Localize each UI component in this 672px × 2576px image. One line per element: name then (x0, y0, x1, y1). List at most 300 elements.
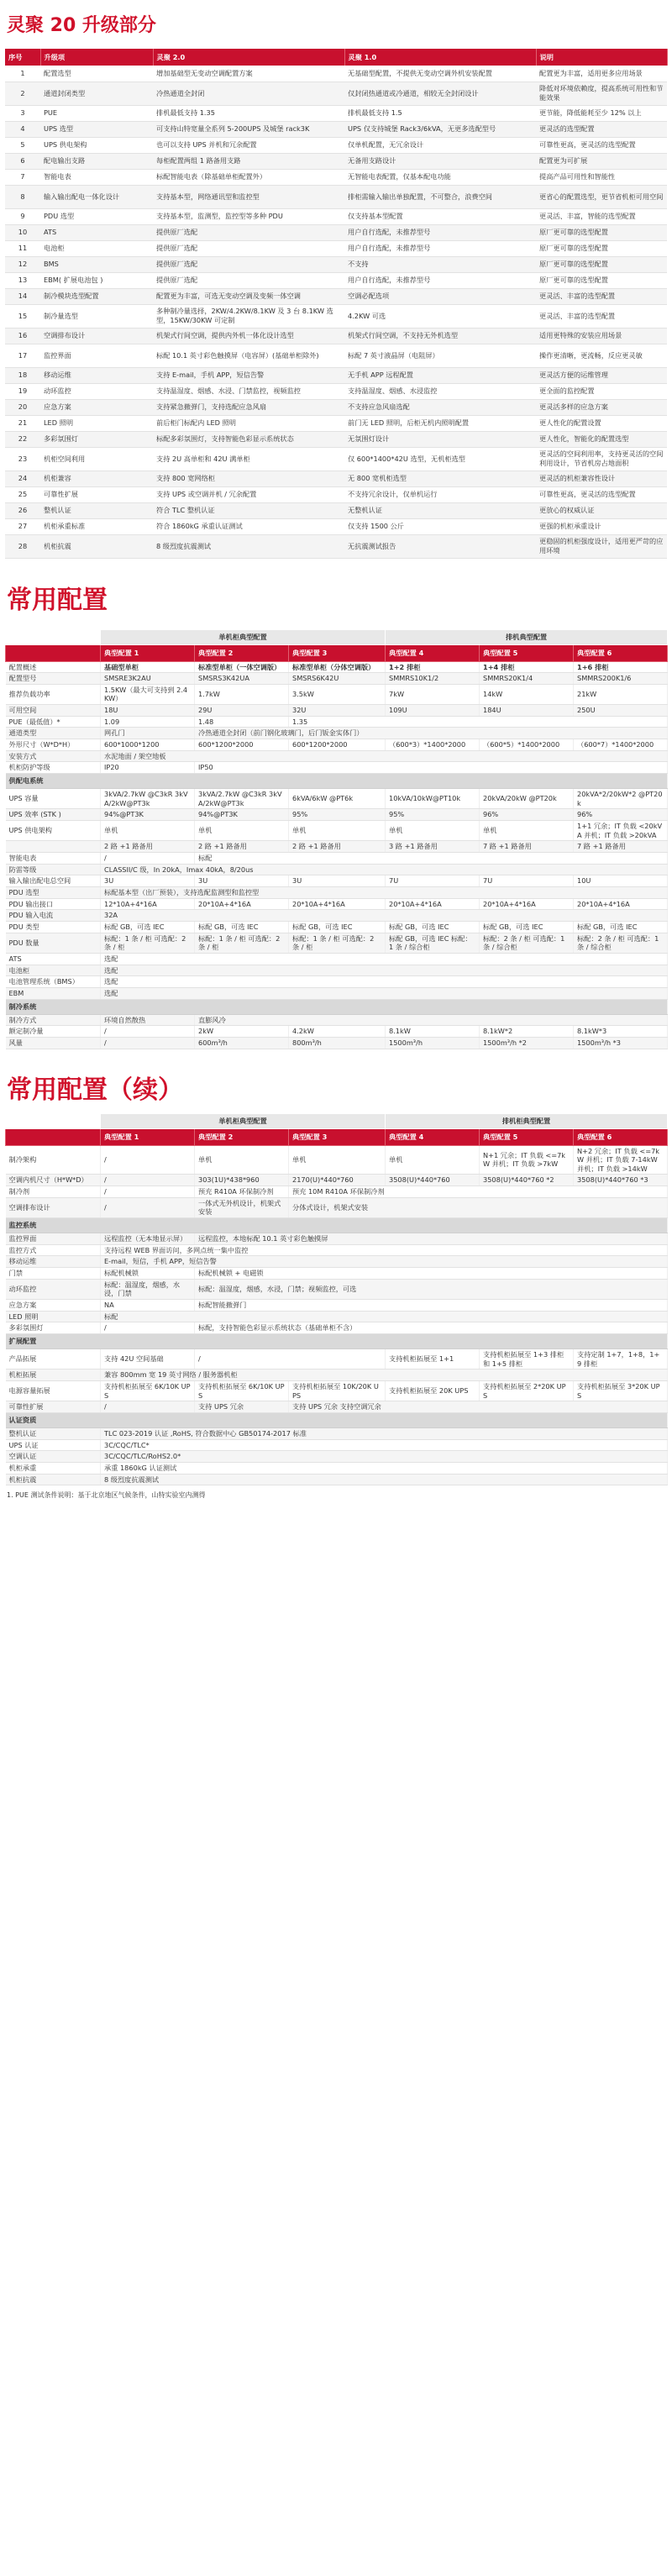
upgrade-cell: 原厂更可靠的选型配置 (536, 240, 667, 256)
config-group-row (6, 629, 668, 644)
config-cont-cell: N+1 冗余；IT 负载 <=7kW 并机；IT 负载 >7kW (480, 1145, 574, 1175)
upgrade-cell: 无整机认证 (344, 502, 536, 518)
config-cont-row (6, 1145, 668, 1175)
config-cont-cell: / (101, 1186, 195, 1198)
config-row (6, 933, 668, 953)
config-row-label: PDU 输入电流 (6, 910, 101, 922)
upgrade-cell: 排机最低支持 1.35 (153, 105, 344, 121)
upgrade-cell: 每柜配置两组 1 路备用支路 (153, 153, 344, 169)
config-cell: 标准型单柜（一体空调版） (195, 661, 289, 673)
config-cont-section-label: 认证资质 (6, 1412, 668, 1427)
config-header-cell: 典型配置 5 (480, 644, 574, 661)
config-row (6, 739, 668, 751)
upgrade-cell: 更人性化，智能化的配置选型 (536, 431, 667, 447)
config-header-cell: 典型配置 3 (289, 644, 386, 661)
upgrade-cell: 支持 2U 高单柜和 42U 满单柜 (153, 447, 344, 471)
upgrade-cell: 标配多彩氛围灯，支持智能色彩显示系统状态 (153, 431, 344, 447)
config-cell: 96% (574, 809, 668, 821)
upgrade-row (5, 169, 667, 185)
config-cont-cell: NA (101, 1300, 195, 1312)
config-row-label: UPS 容量 (6, 789, 101, 809)
config-row (6, 1037, 668, 1049)
config-cell: 184U (480, 705, 574, 717)
upgrade-cell: 机柜抗震 (40, 534, 153, 558)
config-cont-row (6, 1186, 668, 1198)
config-cell: 环境自然散热 (101, 1014, 195, 1026)
upgrade-cell: 无备用支路设计 (344, 153, 536, 169)
config-row (6, 728, 668, 739)
upgrade-row (5, 105, 667, 121)
config-cell: 标配：2 条 / 柜 可选配：1 条 / 综合柜 (480, 933, 574, 953)
config-section-row (6, 999, 668, 1014)
upgrade-cell: 标配 7 英寸液晶屏（电阻屏） (344, 344, 536, 367)
config-cell: 7 路 +1 路备用 (480, 841, 574, 853)
config-cont-row (6, 1380, 668, 1401)
config-cell: 7U (386, 875, 480, 887)
upgrade-cell: 空调必配选项 (344, 288, 536, 304)
upgrade-cell: 14 (5, 288, 40, 304)
upgrade-cell: 前门无 LED 照明，后柜无机内照明配置 (344, 415, 536, 431)
config-cont-row (6, 1369, 668, 1381)
config-cell: 20*10A+4*16A (574, 898, 668, 910)
upgrade-cell: 仅封闭热通道或冷通道，相较无全封闭设计 (344, 81, 536, 105)
config-cell: 32U (289, 705, 386, 717)
config-row-label: PUE（最低值）* (6, 716, 101, 728)
config-row (6, 716, 668, 728)
config-cont-row (6, 1197, 668, 1217)
config-cell: 水泥地面 / 架空地板 (101, 750, 668, 762)
config-row-label: 可用空间 (6, 705, 101, 717)
config-cont-cell: 兼容 800mm 宽 19 英寸网络 / 服务器机柜 (101, 1369, 668, 1381)
config-cont-row-label: 制冷剂 (6, 1186, 101, 1198)
config-row (6, 864, 668, 875)
config-cont-row-label: 整机认证 (6, 1427, 101, 1439)
config-cell: 2 路 +1 路备用 (101, 841, 195, 853)
config-row-label: 智能电表 (6, 853, 101, 865)
upgrade-cell: 支持紧急撤弹门，支持选配应急风扇 (153, 399, 344, 415)
upgrade-cell: 机柜承重标准 (40, 518, 153, 534)
upgrade-cell: 可靠性更高，更灵活的选型配置 (536, 486, 667, 502)
upgrade-row (5, 471, 667, 486)
upgrade-cell: 空调排布设计 (40, 328, 153, 344)
config-cell: 标配基本型（出厂预装），支持选配监测型和监控型 (101, 886, 668, 898)
config-cell: 3kVA/2.7kW @C3kR 3kVA/2kW@PT3k (101, 789, 195, 809)
config-row (6, 789, 668, 809)
upgrade-row (5, 534, 667, 558)
upgrade-cell: 仅单机配置，无冗余设计 (344, 137, 536, 153)
config-cont-section-row (6, 1412, 668, 1427)
config-cell: 96% (480, 809, 574, 821)
config-cont-row-label: 机柜承重 (6, 1462, 101, 1474)
upgrade-cell: UPS 供电架构 (40, 137, 153, 153)
config-cell: 10U (574, 875, 668, 887)
config-cell: 基础型单柜 (101, 661, 195, 673)
upgrade-cell: 更灵活的选型配置 (536, 121, 667, 137)
config-cont-header-row (6, 1128, 668, 1145)
upgrade-cell: 配置选型 (40, 66, 153, 81)
config-cont-row (6, 1311, 668, 1322)
config-cont-row (6, 1462, 668, 1474)
config-cont-table-body (6, 1145, 668, 1485)
upgrade-cell: PUE (40, 105, 153, 121)
config-row-label: 输入输出配电总空间 (6, 875, 101, 887)
upgrade-cell: ATS (40, 224, 153, 240)
config-cont-row (6, 1439, 668, 1451)
upgrade-cell: 无智能电表配置，仅基本配电功能 (344, 169, 536, 185)
upgrade-cell: 11 (5, 240, 40, 256)
config-group-spacer (6, 629, 101, 644)
config-cont-cell: 标配，支持智能色彩显示系统状态（基础单柜不含） (195, 1322, 668, 1334)
upgrade-cell: 更稳固的机柜强度设计，适用更严苛的应用环境 (536, 534, 667, 558)
config-row (6, 898, 668, 910)
config-cont-cell: 分体式设计，机架式安装 (289, 1197, 668, 1217)
config-cell: SMMRS200K1/6 (574, 673, 668, 685)
config-cont-cell: N+2 冗余；IT 负载 <=7kW 并机；IT 负载 7-14kW 并机；IT 负载 >14kW (574, 1145, 668, 1175)
config-row-label: 通道类型 (6, 728, 101, 739)
upgrade-cell: 更灵活的机柜兼容性设计 (536, 471, 667, 486)
config-cell: 标配 GB，可选 IEC (101, 921, 195, 933)
config-row (6, 673, 668, 685)
upgrade-cell: 17 (5, 344, 40, 367)
config-row-label: 安装方式 (6, 750, 101, 762)
upgrade-header-cell: 灵聚 1.0 (344, 49, 536, 66)
config-row (6, 965, 668, 976)
config-cont-cell: 支持 UPS 冗余 (195, 1401, 289, 1413)
upgrade-cell: 仅支持 1500 公斤 (344, 518, 536, 534)
config-cell: 单机 (289, 821, 386, 841)
config-cell: 标配 GB，可选 IEC (386, 921, 480, 933)
upgrade-cell: 19 (5, 383, 40, 399)
config-table (5, 629, 668, 1049)
config-cont-header-cell: 典型配置 6 (574, 1128, 668, 1145)
upgrade-header-cell: 序号 (5, 49, 40, 66)
config-cell: 2 路 +1 路备用 (289, 841, 386, 853)
config-cell: 32A (101, 910, 668, 922)
config-cont-cell: 3508(U)*440*760 (386, 1175, 480, 1186)
config-cont-header-cell: 典型配置 1 (101, 1128, 195, 1145)
config-cell: 1+4 排柜 (480, 661, 574, 673)
upgrade-cell: 提供原厂选配 (153, 224, 344, 240)
config-row-label: 防雷等级 (6, 864, 101, 875)
upgrade-row (5, 66, 667, 81)
upgrade-cell: 适用更特殊的安装应用场景 (536, 328, 667, 344)
config-cont-row-label: 空调排布设计 (6, 1197, 101, 1217)
config-cont-cell: 支持机柜拓展至 1+1 (386, 1349, 480, 1369)
config-row-label: 制冷方式 (6, 1014, 101, 1026)
config-cont-cell: 支持 42U 空间基础 (101, 1349, 195, 1369)
config-cont-cell: E-mail，短信，手机 APP，短信告警 (101, 1256, 668, 1268)
upgrade-cell: 用户自行选配，未推荐型号 (344, 240, 536, 256)
config-cell: 3 路 +1 路备用 (386, 841, 480, 853)
upgrade-cell: 13 (5, 272, 40, 288)
config-row-label: 电池柜 (6, 965, 101, 976)
config-cont-header-cell: 典型配置 2 (195, 1128, 289, 1145)
config-row-label (6, 841, 101, 853)
config-row-label: UPS 效率 (STK ) (6, 809, 101, 821)
config-cell: 3kVA/2.7kW @C3kR 3kVA/2kW@PT3k (195, 789, 289, 809)
config-cont-cell: 单机 (289, 1145, 386, 1175)
config-header-spacer (6, 644, 101, 661)
config-row (6, 886, 668, 898)
config-cell: 标配 GB，可选 IEC (574, 921, 668, 933)
upgrade-cell: 支持温湿度、烟感、水浸监控 (344, 383, 536, 399)
config-cont-row (6, 1268, 668, 1280)
config-cell: 1.35 (289, 716, 668, 728)
config-cont-cell: 单机 (195, 1145, 289, 1175)
config-cell: 7U (480, 875, 574, 887)
config-cell: 20*10A+4*16A (386, 898, 480, 910)
upgrade-cell: 7 (5, 169, 40, 185)
config-cell: 10kVA/10kW@PT10k (386, 789, 480, 809)
config-cell: 1.48 (195, 716, 289, 728)
config-cell: 20kVA/20kW @PT20k (480, 789, 574, 809)
upgrade-cell: 整机认证 (40, 502, 153, 518)
config-cell: 1500m³/h (386, 1037, 480, 1049)
config-section-label: 供配电系统 (6, 774, 668, 789)
config-cont-header-cell: 典型配置 5 (480, 1128, 574, 1145)
upgrade-cell: 符合 TLC 整机认证 (153, 502, 344, 518)
config-cell: 选配 (101, 965, 668, 976)
config-cell: SMSRS3K42UA (195, 673, 289, 685)
upgrade-cell: 8 (5, 185, 40, 208)
config-cell: 1+2 排柜 (386, 661, 480, 673)
config-cont-cell: / (101, 1401, 195, 1413)
upgrade-cell: 排柜需输入输出单独配置，不可整合，浪费空间 (344, 185, 536, 208)
config-row (6, 1026, 668, 1038)
upgrade-cell: PDU 选型 (40, 208, 153, 224)
config-cont-cell: 标配机械锁 (101, 1268, 195, 1280)
upgrade-row (5, 240, 667, 256)
config-row (6, 853, 668, 865)
config-cont-group-single: 单机柜典型配置 (101, 1113, 386, 1128)
config-cont-row (6, 1256, 668, 1268)
config-cont-header-cell: 典型配置 3 (289, 1128, 386, 1145)
config-cell: 12*10A+4*16A (101, 898, 195, 910)
upgrade-cell: 21 (5, 415, 40, 431)
upgrade-row (5, 81, 667, 105)
upgrade-cell: 制冷模块选型配置 (40, 288, 153, 304)
upgrade-row (5, 383, 667, 399)
config-cell: 600*1000*1200 (101, 739, 195, 751)
upgrade-cell: 10 (5, 224, 40, 240)
upgrade-cell: 无手机 APP 远程配置 (344, 367, 536, 383)
upgrade-cell: 更放心的权威认证 (536, 502, 667, 518)
upgrade-header-row (5, 49, 667, 66)
upgrade-cell: 提供原厂选配 (153, 256, 344, 272)
upgrade-cell: 多种制冷量选择，2KW/4.2KW/8.1KW 及 3 台 8.1KW 选型，15KW/30KW 可定制 (153, 304, 344, 328)
config-cell: 冷热通道全封闭（前门钢化玻璃门，后门钣金实体门） (195, 728, 668, 739)
config-cont-cell: 标配 (101, 1311, 668, 1322)
config-cell: 标准型单柜（分体空调版） (289, 661, 386, 673)
config-cell: CLASSII/C 级，In 20kA，Imax 40kA，8/20us (101, 864, 668, 875)
config-cell: 20kVA*2/20kW*2 @PT20k (574, 789, 668, 809)
upgrade-cell: 2 (5, 81, 40, 105)
config-cont-cell: 303(1U)*438*960 (195, 1175, 289, 1186)
config-cell: （600*5）*1400*2000 (480, 739, 574, 751)
upgrade-cell: 应急方案 (40, 399, 153, 415)
config-cont-cell: 支持机柜拓展至 3*20K UPS (574, 1380, 668, 1401)
config-cell: 单机 (480, 821, 574, 841)
config-cont-cell: / (101, 1322, 195, 1334)
upgrade-cell: 更节能，降低能耗至少 12% 以上 (536, 105, 667, 121)
config-cell: 600m³/h (195, 1037, 289, 1049)
upgrade-cell: 标配智能电表（除基础单柜配置外） (153, 169, 344, 185)
upgrade-cell: 智能电表 (40, 169, 153, 185)
config-group-single: 单机柜典型配置 (101, 629, 386, 644)
upgrade-row (5, 304, 667, 328)
config-cell: 109U (386, 705, 480, 717)
config-row-label: PDU 选型 (6, 886, 101, 898)
upgrade-cell: 仅 600*1400*42U 选型，无机柜选型 (344, 447, 536, 471)
config-cont-cell: 标配：温湿度，烟感，水浸，门禁；视频监控，可选 (195, 1279, 668, 1299)
config-cell: 800m³/h (289, 1037, 386, 1049)
upgrade-cell: 制冷量选型 (40, 304, 153, 328)
config-header-cell: 典型配置 2 (195, 644, 289, 661)
upgrade-row (5, 185, 667, 208)
upgrade-row (5, 486, 667, 502)
upgrade-cell: 电池柜 (40, 240, 153, 256)
upgrade-cell: 输入输出配电一体化设计 (40, 185, 153, 208)
upgrade-table (5, 49, 668, 559)
config-cell: 单机 (195, 821, 289, 841)
config-cont-cell: 3C/CQC/TLC/RoHS2.0* (101, 1451, 668, 1463)
config-cell: SMSRS6K42U (289, 673, 386, 685)
upgrade-row (5, 121, 667, 137)
config-cont-title: 常用配置（续） (7, 1075, 183, 1105)
config-cont-row-label: 监控界面 (6, 1233, 101, 1245)
config-cont-cell: 支持机柜拓展至 10K/20K UPS (289, 1380, 386, 1401)
config-cont-table (5, 1113, 668, 1486)
upgrade-cell: 可靠性扩展 (40, 486, 153, 502)
config-cell: SMMRS10K1/2 (386, 673, 480, 685)
config-cell: 单机 (101, 821, 195, 841)
config-cont-cell: 支持机柜拓展至 1+3 排柜和 1+5 排柜 (480, 1349, 574, 1369)
config-cell: 3U (101, 875, 195, 887)
upgrade-cell: 4.2KW 可选 (344, 304, 536, 328)
config-cell: 4.2kW (289, 1026, 386, 1038)
upgrade-cell: 28 (5, 534, 40, 558)
config-cont-cell: 支持机柜拓展至 20K UPS (386, 1380, 480, 1401)
upgrade-cell: 支持基本型，网络通讯型和监控型 (153, 185, 344, 208)
config-cell: 选配 (101, 976, 668, 988)
config-cell: 250U (574, 705, 668, 717)
config-cont-group-row (6, 1113, 668, 1128)
config-cont-cell: 3C/CQC/TLC* (101, 1439, 668, 1451)
upgrade-cell: 机柜空间利用 (40, 447, 153, 471)
upgrade-row (5, 399, 667, 415)
upgrade-cell: LED 照明 (40, 415, 153, 431)
config-cell: 20*10A+4*16A (195, 898, 289, 910)
config-cont-cell: 3508(U)*440*760 *3 (574, 1175, 668, 1186)
config-row-label: ATS (6, 953, 101, 965)
config-row (6, 809, 668, 821)
config-cont-row-label: 可靠性扩展 (6, 1401, 101, 1413)
config-row (6, 910, 668, 922)
footnote: 1. PUE 测试条件说明：基于北京地区气候条件，山特实验室内测得 (7, 1491, 206, 1500)
config-cell: 8.1kW*2 (480, 1026, 574, 1038)
upgrade-cell: BMS (40, 256, 153, 272)
config-cont-cell: 支持定制 1+7，1+8，1+9 排柜 (574, 1349, 668, 1369)
config-cell: 标配：1 条 / 柜 可选配：2 条 / 柜 (101, 933, 195, 953)
upgrade-cell: 可靠性更高，更灵活的选型配置 (536, 137, 667, 153)
upgrade-row (5, 431, 667, 447)
config-row-label: 配置概述 (6, 661, 101, 673)
config-cont-row-label: 机柜抗震 (6, 1474, 101, 1485)
config-cont-cell: 标配：温湿度，烟感，水浸，门禁 (101, 1279, 195, 1299)
config-cont-row-label: 电源容量拓展 (6, 1380, 101, 1401)
upgrade-cell: 冷热通道全封闭 (153, 81, 344, 105)
config-cell: 8.1kW (386, 1026, 480, 1038)
upgrade-row (5, 272, 667, 288)
config-cell: 选配 (101, 953, 668, 965)
config-cont-cell: TLC 023-2019 认证 ,RoHS, 符合数据中心 GB50174-2017 标准 (101, 1427, 668, 1439)
config-row-label: PDU 类型 (6, 921, 101, 933)
config-title: 常用配置 (7, 585, 108, 615)
config-cont-row-label: UPS 认证 (6, 1439, 101, 1451)
upgrade-cell: 支持温湿度、烟感、水浸、门禁监控，视频监控 (153, 383, 344, 399)
config-cell: IP50 (195, 762, 668, 774)
config-cell: 7 路 +1 路备用 (574, 841, 668, 853)
config-cont-section-row (6, 1218, 668, 1233)
upgrade-row (5, 328, 667, 344)
config-row-label: EBM (6, 987, 101, 999)
upgrade-cell: 多彩氛围灯 (40, 431, 153, 447)
upgrade-cell: UPS 仅支持城堡 Rack3/6kVA，无更多选配型号 (344, 121, 536, 137)
config-cont-group-multi: 排机柜典型配置 (386, 1113, 668, 1128)
upgrade-cell: 机架式行间空调，不支持无外机选型 (344, 328, 536, 344)
upgrade-cell: 用户自行选配，未推荐型号 (344, 224, 536, 240)
config-cont-row (6, 1451, 668, 1463)
config-cont-cell: 预充 10M R410A 环保制冷剂 (289, 1186, 668, 1198)
config-row (6, 750, 668, 762)
upgrade-cell: 增加基础型无变动空调配置方案 (153, 66, 344, 81)
upgrade-cell: 移动运维 (40, 367, 153, 383)
upgrade-cell: 标配 10.1 英寸彩色触摸屏（电容屏）(基础单柜除外) (153, 344, 344, 367)
upgrade-title: 灵聚 20 升级部分 (7, 15, 156, 36)
config-cell: 29U (195, 705, 289, 717)
config-cont-row (6, 1175, 668, 1186)
config-cont-cell: / (101, 1175, 195, 1186)
config-row-label: 配置型号 (6, 673, 101, 685)
config-cell: 1+1 冗余；IT 负载 <20kVA 并机；IT 负载 >20kVA (574, 821, 668, 841)
config-cont-cell: 一体式无外机设计，机架式安装 (195, 1197, 289, 1217)
upgrade-cell: 4 (5, 121, 40, 137)
config-cell: 3U (195, 875, 289, 887)
config-cell: 1+6 排柜 (574, 661, 668, 673)
config-cell: 18U (101, 705, 195, 717)
config-row (6, 821, 668, 841)
config-cont-cell: 支持 UPS 冗余 支持空调冗余 (289, 1401, 668, 1413)
config-row (6, 987, 668, 999)
config-cont-cell: 承重 1860kG 认证测试 (101, 1462, 668, 1474)
config-header-cell: 典型配置 1 (101, 644, 195, 661)
config-cont-row (6, 1322, 668, 1334)
upgrade-row (5, 502, 667, 518)
config-cont-cell: 远程监控（无本地显示屏） (101, 1233, 195, 1245)
config-cont-cell: / (101, 1197, 195, 1217)
config-cell: 600*1200*2000 (195, 739, 289, 751)
upgrade-cell: 原厂更可靠的选型配置 (536, 256, 667, 272)
upgrade-cell: EBM( 扩展电池包 ) (40, 272, 153, 288)
config-header-row (6, 644, 668, 661)
upgrade-cell: 机架式行间空调，提供内外机一体化设计选型 (153, 328, 344, 344)
upgrade-row (5, 288, 667, 304)
config-cell: 标配 (195, 853, 668, 865)
config-cell: 21kW (574, 684, 668, 704)
config-cont-cell: 支持机柜拓展至 6K/10K UPS (101, 1380, 195, 1401)
config-row-label: 额定制冷量 (6, 1026, 101, 1038)
upgrade-cell: 更灵活、丰富的选型配置 (536, 304, 667, 328)
